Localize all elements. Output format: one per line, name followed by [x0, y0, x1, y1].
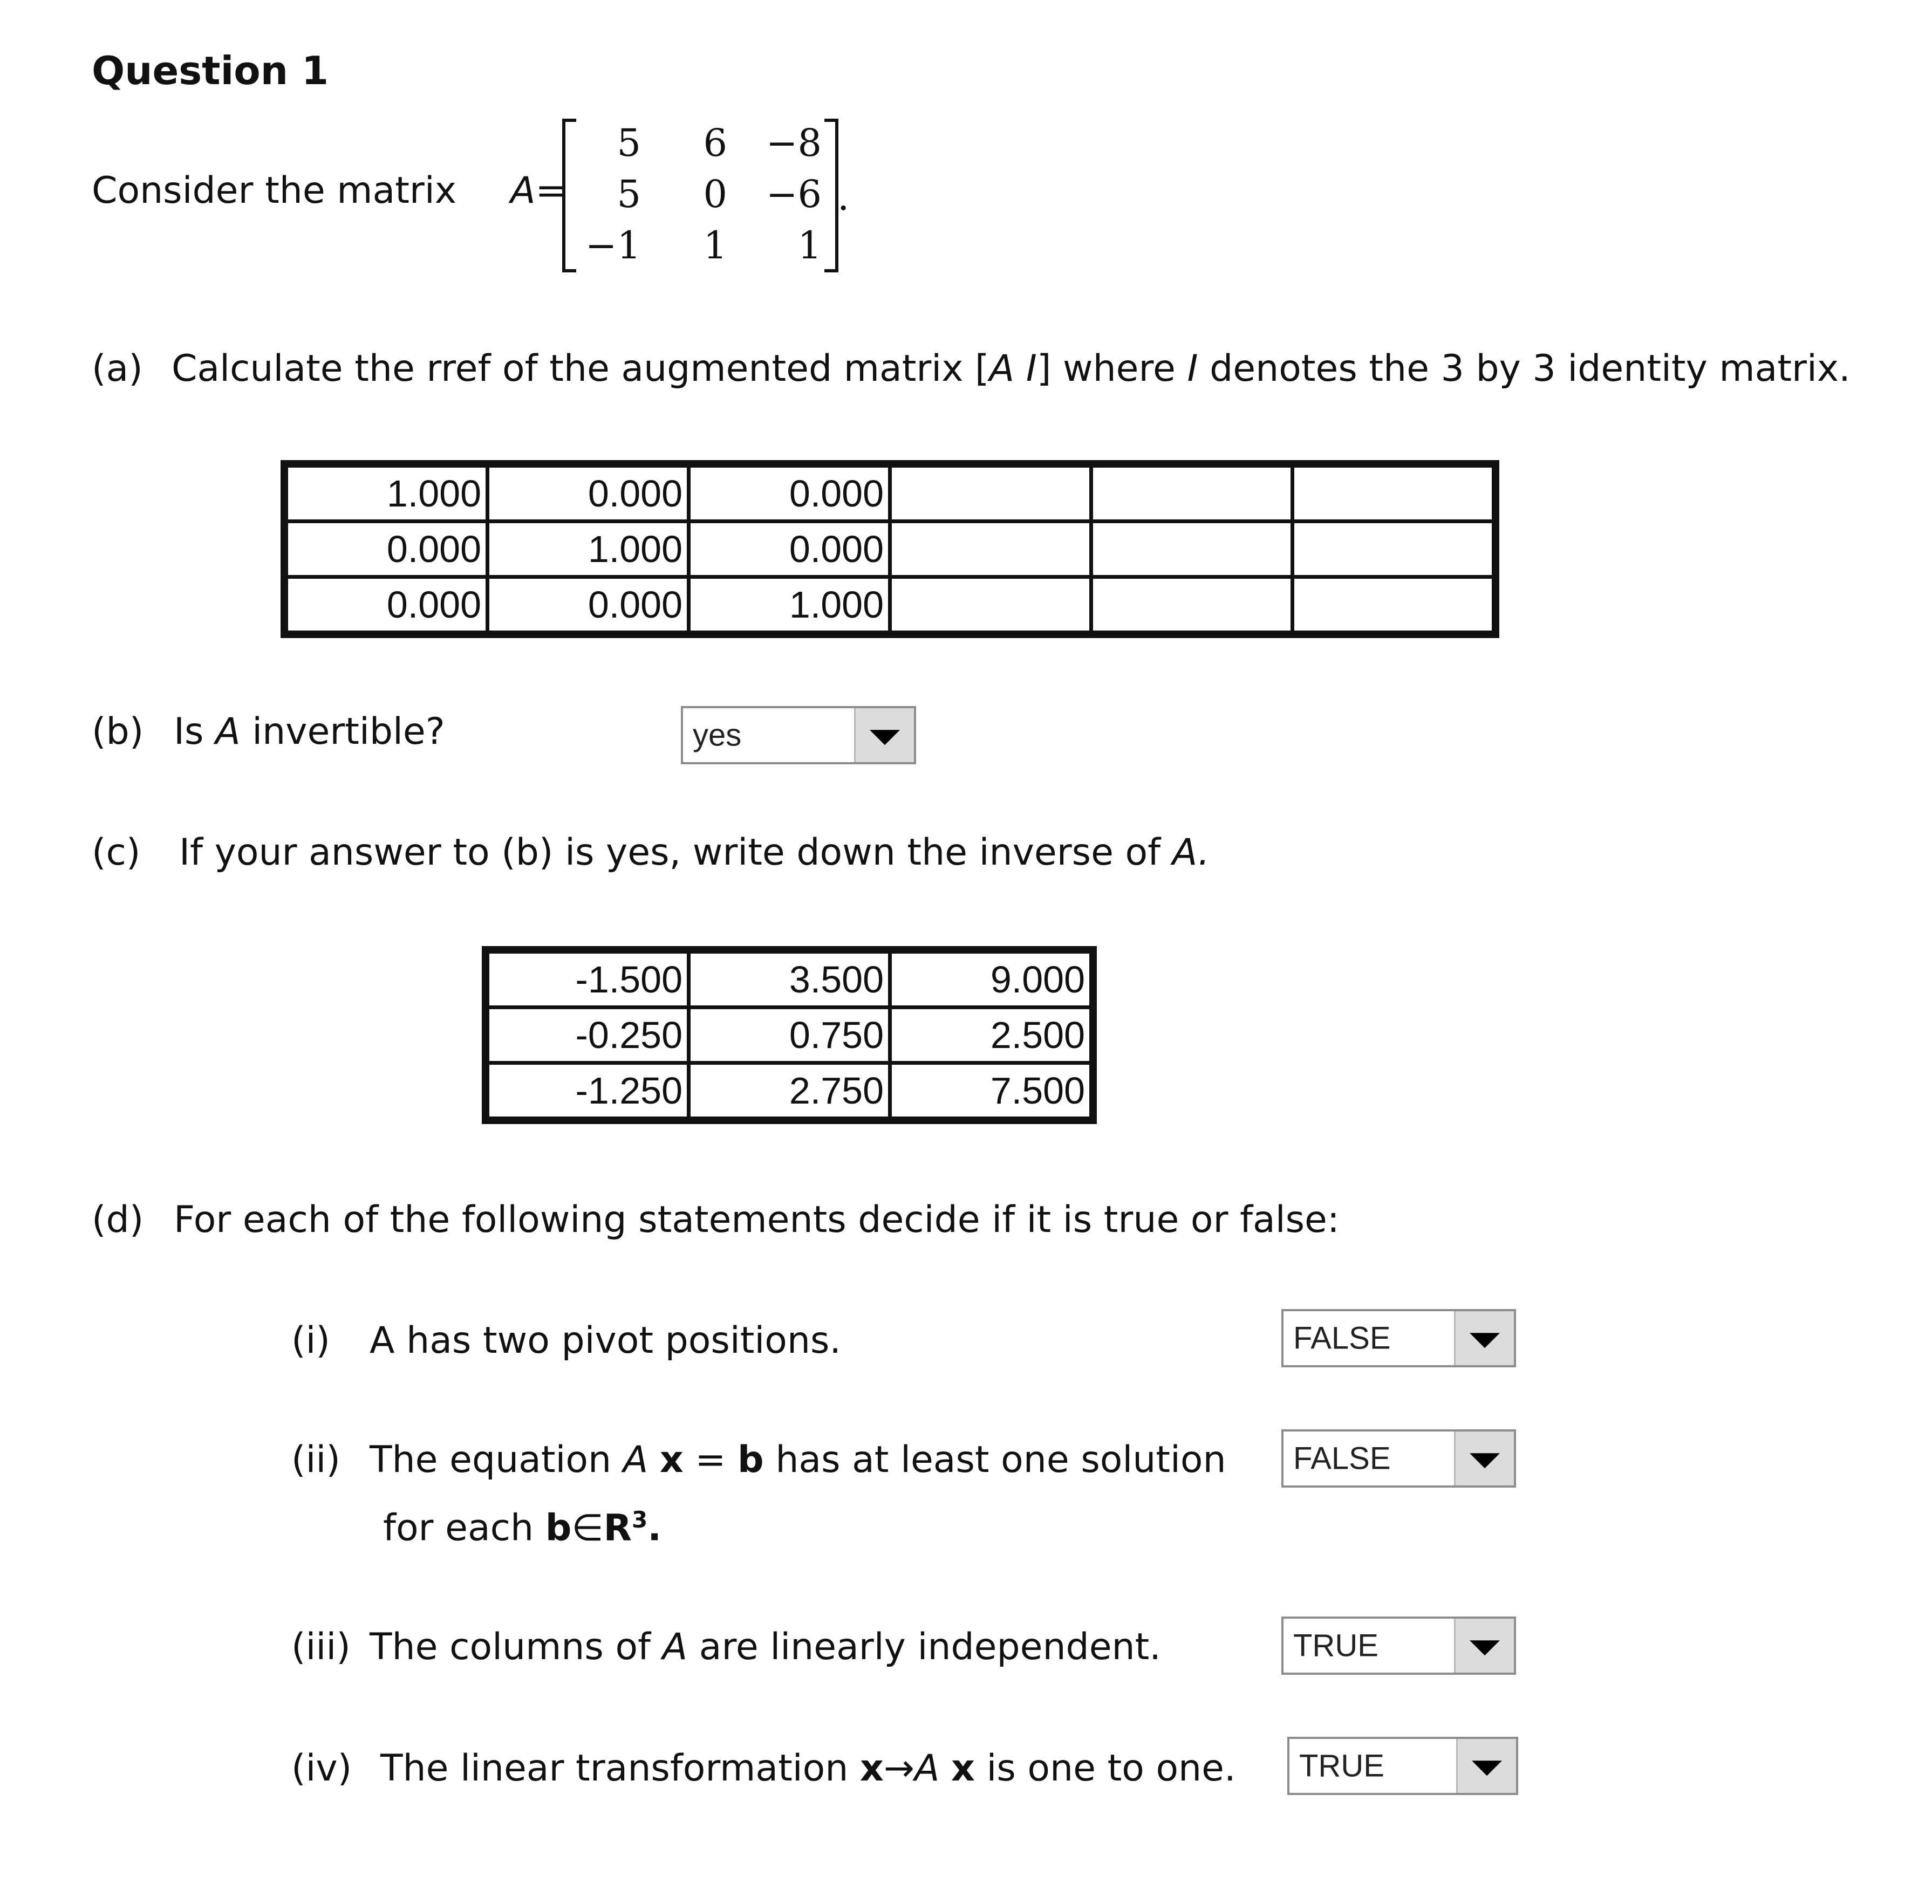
statement-iii-text: The columns of A are linearly independent.: [370, 1626, 1161, 1668]
dropdown-value: FALSE: [1293, 1320, 1391, 1356]
table-row: [486, 950, 1093, 1008]
matrix-cell: −6: [766, 172, 822, 216]
table-cell[interactable]: [1293, 464, 1496, 522]
table-cell[interactable]: 0.000: [689, 522, 890, 577]
statement-i-text: A has two pivot positions.: [370, 1319, 842, 1362]
chevron-down-icon[interactable]: [1454, 1432, 1514, 1485]
part-d-label: (d): [92, 1198, 144, 1241]
part-c-text: If your answer to (b) is yes, write down the inverse of A.: [179, 831, 1210, 874]
statement-i-dropdown[interactable]: [1281, 1309, 1516, 1367]
table-cell[interactable]: [1091, 464, 1293, 522]
inverse-table: [482, 946, 1097, 1124]
part-a-text: Calculate the rref of the augmented matrix [A I] where I denotes the 3 by 3 identity matrix.: [172, 347, 1851, 390]
matrix-cell: 5: [617, 172, 641, 216]
chevron-down-icon[interactable]: [1454, 1619, 1514, 1673]
table-cell[interactable]: 0.750: [689, 1008, 890, 1063]
question-title: Question 1: [92, 48, 329, 93]
part-a-label: (a): [92, 347, 143, 390]
part-b-text: Is A invertible?: [174, 710, 445, 753]
table-cell[interactable]: 7.500: [890, 1063, 1094, 1121]
table-row: [486, 1063, 1093, 1121]
statement-iii-dropdown[interactable]: [1281, 1617, 1516, 1675]
matrix-a: [562, 119, 838, 272]
table-cell[interactable]: [1293, 577, 1496, 635]
statement-ii-text: The equation A x = b has at least one solution: [370, 1439, 1226, 1481]
table-cell[interactable]: 0.000: [284, 577, 488, 635]
matrix-label: A=: [510, 169, 566, 212]
chevron-down-icon[interactable]: [854, 708, 914, 762]
part-d-text: For each of the following statements decide if it is true or false:: [174, 1198, 1340, 1241]
table-row: [284, 464, 1496, 522]
rref-table: [281, 460, 1499, 638]
dropdown-value: FALSE: [1293, 1441, 1391, 1476]
matrix-cell: −1: [585, 223, 641, 268]
table-cell[interactable]: [1091, 522, 1293, 577]
table-cell[interactable]: [890, 464, 1091, 522]
table-row: [486, 1008, 1093, 1063]
table-cell[interactable]: 0.000: [488, 464, 689, 522]
table-cell[interactable]: 0.000: [284, 522, 488, 577]
part-c-label: (c): [92, 831, 141, 874]
statement-i-label: (i): [291, 1319, 330, 1362]
matrix-cell: 6: [703, 121, 727, 165]
table-cell[interactable]: [890, 522, 1091, 577]
table-row: [284, 577, 1496, 635]
table-row: [284, 522, 1496, 577]
table-cell[interactable]: -1.500: [486, 950, 689, 1008]
intro-text: Consider the matrix: [92, 169, 456, 212]
matrix-cell: 1: [797, 223, 822, 268]
chevron-down-icon[interactable]: [1456, 1739, 1516, 1793]
matrix-cell: 1: [703, 223, 727, 268]
table-cell[interactable]: 2.750: [689, 1063, 890, 1121]
matrix-cell: 5: [617, 121, 641, 165]
table-cell[interactable]: 1.000: [284, 464, 488, 522]
invertible-dropdown[interactable]: [681, 706, 916, 764]
table-cell[interactable]: 2.500: [890, 1008, 1094, 1063]
dropdown-value: yes: [693, 717, 742, 753]
dropdown-value: TRUE: [1293, 1628, 1378, 1663]
table-cell[interactable]: 0.000: [488, 577, 689, 635]
matrix-cell: −8: [766, 121, 822, 165]
statement-ii-dropdown[interactable]: [1281, 1429, 1516, 1488]
statement-iv-label: (iv): [291, 1747, 352, 1790]
table-cell[interactable]: 3.500: [689, 950, 890, 1008]
table-cell[interactable]: [1091, 577, 1293, 635]
table-cell[interactable]: [890, 577, 1091, 635]
matrix-period: .: [837, 175, 850, 219]
statement-iv-text: The linear transformation x→A x is one to one.: [380, 1747, 1236, 1790]
table-cell[interactable]: 1.000: [488, 522, 689, 577]
chevron-down-icon[interactable]: [1454, 1311, 1514, 1365]
table-cell[interactable]: 0.000: [689, 464, 890, 522]
table-cell[interactable]: 9.000: [890, 950, 1094, 1008]
statement-ii-label: (ii): [291, 1439, 340, 1481]
table-cell[interactable]: 1.000: [689, 577, 890, 635]
statement-iv-dropdown[interactable]: [1287, 1737, 1518, 1795]
part-b-label: (b): [92, 710, 144, 753]
dropdown-value: TRUE: [1299, 1748, 1384, 1784]
table-cell[interactable]: [1293, 522, 1496, 577]
statement-ii-text-cont: for each $b\in R^3$.: [383, 1506, 662, 1550]
table-cell[interactable]: -0.250: [486, 1008, 689, 1063]
table-cell[interactable]: -1.250: [486, 1063, 689, 1121]
matrix-cell: 0: [703, 172, 727, 216]
statement-iii-label: (iii): [291, 1626, 351, 1668]
